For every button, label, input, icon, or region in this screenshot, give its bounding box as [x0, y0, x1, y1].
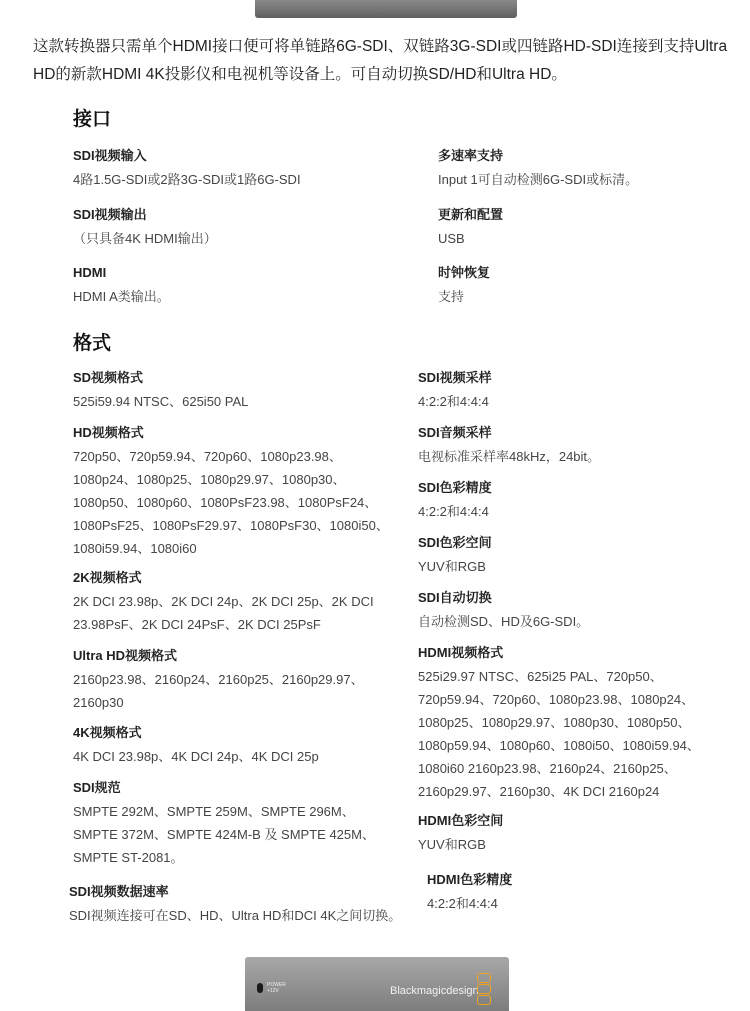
spec-value: 4:2:2和4:4:4: [418, 504, 489, 519]
formats-heading: 格式: [73, 333, 112, 354]
intro-paragraph: 这款转换器只需单个HDMI接口便可将单链路6G-SDI、双链路3G-SDI或四链路HD-SDI连接到支持Ultra HD的新款HDMI 4K投影仪和电视机等设备上。可自动切换SD/HD和Ultra HD。: [33, 38, 728, 83]
spec-label: 更新和配置: [438, 207, 504, 222]
spec-label: 多速率支持: [438, 148, 504, 163]
device-top-image: [255, 0, 517, 18]
spec-value: HDMI A类输出。: [73, 289, 170, 304]
power-connector-icon: [257, 983, 263, 993]
spec-value: USB: [438, 231, 465, 246]
spec-sdi-auto-switch: [418, 588, 730, 633]
spec-hdmi-formats: [418, 643, 730, 803]
spec-label: SDI自动切换: [418, 590, 492, 605]
spec-value: 电视标准采样率48kHz，24bit。: [418, 449, 601, 464]
spec-value: 525i59.94 NTSC、625i50 PAL: [73, 394, 249, 409]
spec-label: SDI视频采样: [418, 370, 492, 385]
spec-sdi-input: [73, 146, 413, 191]
spec-value: 支持: [438, 289, 465, 304]
spec-4k-formats: [73, 723, 403, 768]
spec-label: 时钟恢复: [438, 265, 491, 280]
power-label-text: POWER: [267, 982, 286, 988]
spec-hd-formats: [73, 423, 403, 560]
spec-label: HDMI色彩空间: [418, 813, 504, 828]
spec-value: 4K DCI 23.98p、4K DCI 24p、4K DCI 25p: [73, 749, 319, 764]
spec-uhd-formats: [73, 646, 403, 714]
power-voltage-text: +12V: [267, 988, 279, 994]
spec-label: SDI视频输出: [73, 207, 147, 222]
spec-multirate: [438, 146, 728, 191]
spec-label: HDMI视频格式: [418, 645, 504, 660]
spec-hdmi: [73, 263, 413, 308]
spec-value: SMPTE 292M、SMPTE 259M、SMPTE 296M、SMPTE 372M、SMPTE 424M-B 及 SMPTE 425M、SMPTE ST-2081。: [73, 804, 375, 865]
spec-label: SD视频格式: [73, 370, 144, 385]
interface-heading: 接口: [73, 109, 112, 130]
spec-value: 2K DCI 23.98p、2K DCI 24p、2K DCI 25p、2K DCI 23.98PsF、2K DCI 24PsF、2K DCI 25PsF: [73, 594, 374, 632]
spec-sdi-color-space: [418, 533, 730, 578]
spec-value: 720p50、720p59.94、720p60、1080p23.98、1080p24、1080p25、1080p29.97、1080p30、1080p50、1080p60、1080PsF23.98、1080PsF24、1080PsF25、1080PsF29.97、1080PsF30、1080i50、1080i59.94、1080i60: [73, 449, 389, 556]
spec-sdi-rate: [69, 882, 414, 927]
spec-update: [438, 205, 728, 250]
spec-label: SDI视频数据速率: [69, 884, 169, 899]
spec-value: SDI视频连接可在SD、HD、Ultra HD和DCI 4K之间切换。: [69, 908, 402, 923]
spec-value: Input 1可自动检测6G-SDI或标清。: [438, 172, 639, 187]
spec-label: HD视频格式: [73, 425, 144, 440]
spec-label: HDMI: [73, 265, 107, 280]
spec-label: SDI视频输入: [73, 148, 147, 163]
spec-value: 自动检测SD、HD及6G-SDI。: [418, 614, 590, 629]
spec-2k-formats: [73, 568, 403, 636]
spec-sdi-output: [73, 205, 413, 250]
spec-value: YUV和RGB: [418, 559, 486, 574]
spec-value: 4路1.5G-SDI或2路3G-SDI或1路6G-SDI: [73, 172, 301, 187]
spec-sd-formats: [73, 368, 403, 413]
spec-value: 4:2:2和4:4:4: [427, 896, 498, 911]
spec-label: Ultra HD视频格式: [73, 648, 178, 663]
spec-hdmi-color-space: [418, 811, 730, 856]
spec-value: YUV和RGB: [418, 837, 486, 852]
spec-reclock: [438, 263, 728, 308]
spec-sdi-color-precision: [418, 478, 730, 523]
blackmagic-logo-icon: [477, 973, 493, 1005]
spec-label: SDI音频采样: [418, 425, 492, 440]
spec-label: HDMI色彩精度: [427, 872, 513, 887]
power-label: [267, 982, 286, 994]
spec-value: （只具备4K HDMI输出）: [73, 231, 217, 246]
spec-sdi-sampling: [418, 368, 730, 413]
spec-hdmi-color-precision: [427, 870, 727, 915]
spec-value: 525i29.97 NTSC、625i25 PAL、720p50、720p59.94、720p60、1080p23.98、1080p24、1080p25、1080p29.97、1080p30、1080p50、1080p59.94、1080p60、1080i50、1080i59.94、1080i60 2160p23.98、2160p24、2160p25、2160p29.97、2160p30、4K DCI 2160p24: [418, 669, 700, 799]
spec-value: 2160p23.98、2160p24、2160p25、2160p29.97、2160p30: [73, 672, 364, 710]
spec-label: 2K视频格式: [73, 570, 142, 585]
spec-label: 4K视频格式: [73, 725, 142, 740]
brand-name: Blackmagicdesign: [390, 985, 479, 997]
spec-label: SDI色彩空间: [418, 535, 492, 550]
spec-sdi-audio: [418, 423, 730, 468]
spec-label: SDI色彩精度: [418, 480, 492, 495]
device-bottom-image: [245, 957, 509, 1011]
spec-sdi-standards: [73, 778, 393, 869]
spec-label: SDI规范: [73, 780, 121, 795]
spec-value: 4:2:2和4:4:4: [418, 394, 489, 409]
